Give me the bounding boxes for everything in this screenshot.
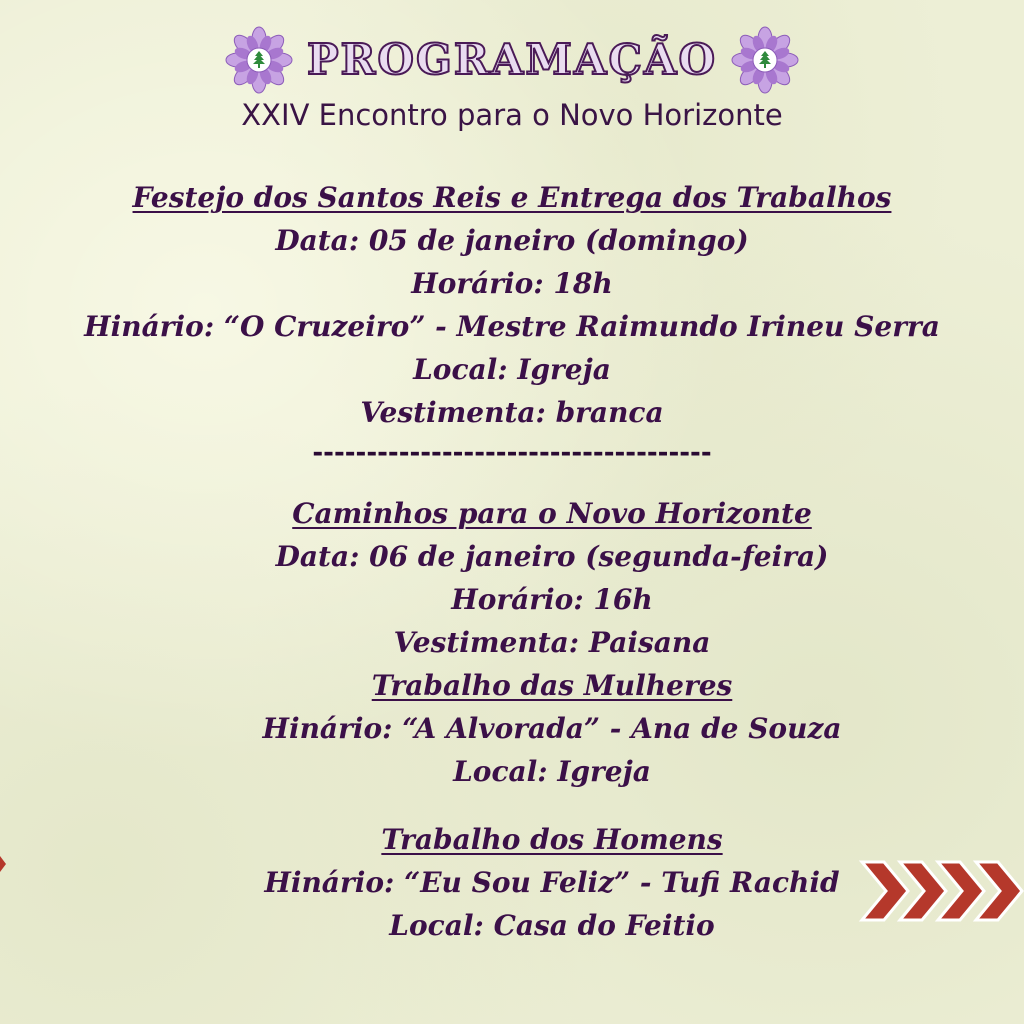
section-santos-reis xyxy=(0,176,1024,434)
event-hinario: Hinário: “O Cruzeiro” - Mestre Raimundo Irineu Serra xyxy=(84,310,940,343)
event-time: Horário: 18h xyxy=(411,267,613,300)
event-vestimenta: Vestimenta: branca xyxy=(360,396,664,429)
women-work-heading: Trabalho das Mulheres xyxy=(371,669,733,702)
event-local: Local: Igreja xyxy=(413,353,611,386)
event-date: Data: 05 de janeiro (domingo) xyxy=(275,224,749,257)
men-work-heading: Trabalho dos Homens xyxy=(381,823,723,856)
event-subtitle: XXIV Encontro para o Novo Horizonte xyxy=(241,98,783,132)
event-time: Horário: 16h xyxy=(451,583,653,616)
section-novo-horizonte xyxy=(40,492,1024,793)
event-date: Data: 06 de janeiro (segunda-feira) xyxy=(275,540,829,573)
page-title: PROGRAMAÇÃO xyxy=(306,35,718,84)
women-local: Local: Igreja xyxy=(453,755,651,788)
purple-flower-tree-emblem-icon xyxy=(225,26,293,94)
section-heading: Festejo dos Santos Reis e Entrega dos Trabalhos xyxy=(132,181,892,214)
women-hinario: Hinário: “A Alvorada” - Ana de Souza xyxy=(262,712,842,745)
section-heading: Caminhos para o Novo Horizonte xyxy=(292,497,812,530)
event-vestimenta: Vestimenta: Paisana xyxy=(393,626,711,659)
left-edge-mark xyxy=(0,856,8,872)
header xyxy=(0,22,1024,98)
men-local: Local: Casa do Feitio xyxy=(389,909,715,942)
men-hinario: Hinário: “Eu Sou Feliz” - Tufi Rachid xyxy=(264,866,840,899)
section-divider: ------------------------------------- xyxy=(312,438,712,468)
purple-flower-tree-emblem-icon xyxy=(731,26,799,94)
chevron-arrows-icon xyxy=(858,860,1024,922)
